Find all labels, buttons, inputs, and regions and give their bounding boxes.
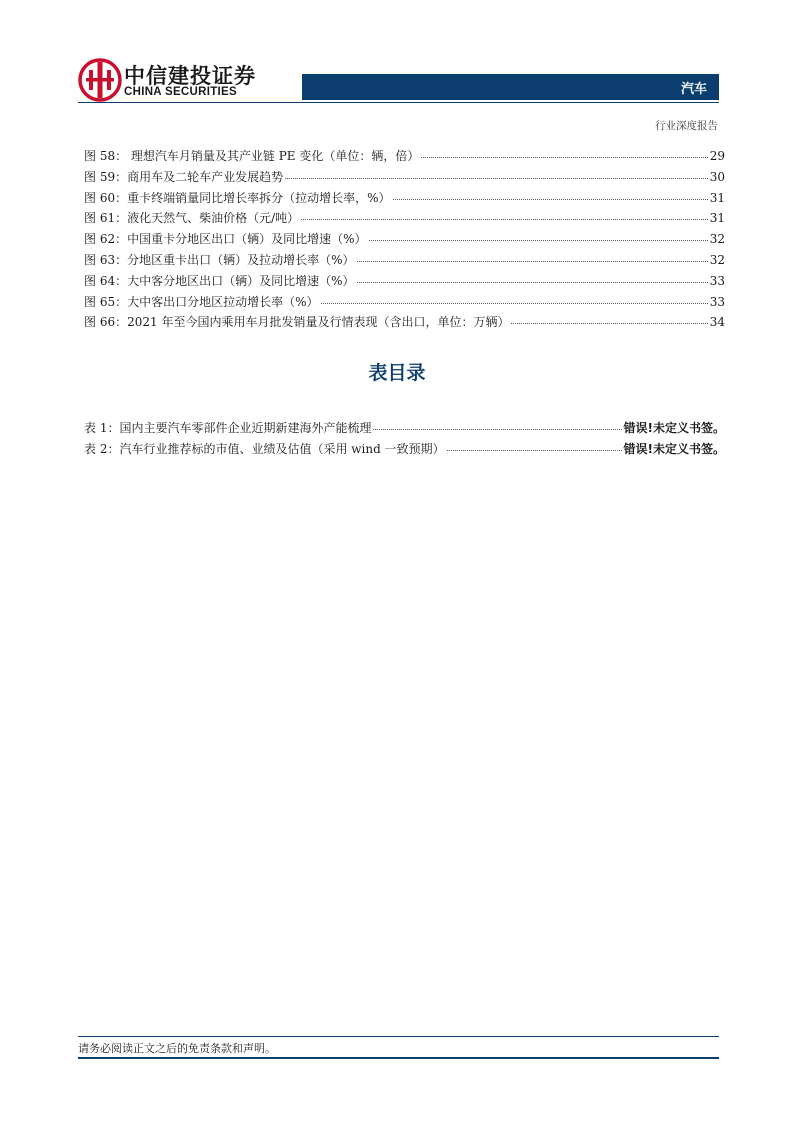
toc-row[interactable] bbox=[84, 229, 725, 250]
toc-label: 图 62：中国重卡分地区出口（辆）及同比增速（%） bbox=[84, 232, 367, 247]
china-securities-logo-icon bbox=[78, 58, 122, 102]
toc-row[interactable] bbox=[84, 208, 725, 229]
figure-toc-list bbox=[84, 146, 725, 333]
footer-disclaimer: 请务必阅读正文之后的免责条款和声明。 bbox=[78, 1042, 276, 1055]
toc-leader-dots bbox=[285, 165, 708, 179]
sector-label: 汽车 bbox=[680, 82, 707, 97]
company-logo bbox=[78, 58, 256, 104]
toc-row[interactable] bbox=[84, 250, 725, 271]
table-toc-heading: 表目录 bbox=[368, 362, 426, 384]
toc-leader-dots bbox=[511, 310, 707, 324]
logo-chinese-name: 中信建投证券 bbox=[124, 64, 256, 88]
toc-row[interactable] bbox=[84, 312, 725, 333]
toc-label: 图 65：大中客出口分地区拉动增长率（%） bbox=[84, 294, 319, 309]
toc-row[interactable] bbox=[84, 146, 725, 167]
toc-page-error: 错误!未定义书签。 bbox=[623, 441, 725, 456]
toc-label: 表 1：国内主要汽车零部件企业近期新建海外产能梳理 bbox=[84, 421, 372, 435]
toc-leader-dots bbox=[373, 416, 621, 430]
toc-page-error: 错误!未定义书签。 bbox=[623, 421, 725, 435]
toc-leader-dots bbox=[447, 437, 622, 451]
toc-page: 30 bbox=[709, 169, 725, 184]
toc-page: 31 bbox=[709, 190, 725, 205]
toc-page: 29 bbox=[709, 149, 725, 163]
toc-page: 32 bbox=[709, 252, 725, 267]
toc-label: 表 2：汽车行业推荐标的市值、业绩及估值（采用 wind 一致预期） bbox=[84, 441, 445, 456]
logo-english-name: CHINA SECURITIES bbox=[124, 86, 237, 98]
table-toc-list bbox=[84, 418, 725, 460]
toc-label: 图 60：重卡终端销量同比增长率拆分（拉动增长率，%） bbox=[84, 190, 391, 205]
report-type: 行业深度报告 bbox=[655, 120, 718, 132]
toc-label: 图 64：大中客分地区出口（辆）及同比增速（%） bbox=[84, 273, 355, 288]
toc-leader-dots bbox=[369, 227, 708, 241]
toc-row[interactable] bbox=[84, 439, 725, 460]
toc-leader-dots bbox=[393, 186, 708, 200]
footer-rule-thick bbox=[78, 1057, 719, 1059]
toc-page: 33 bbox=[709, 273, 725, 288]
toc-label: 图 59：商用车及二轮车产业发展趋势 bbox=[84, 169, 284, 184]
toc-label: 图 66：2021 年至今国内乘用车月批发销量及行情表现（含出口，单位：万辆） bbox=[84, 315, 510, 330]
toc-leader-dots bbox=[421, 144, 707, 158]
header-band bbox=[302, 74, 719, 100]
toc-page: 34 bbox=[709, 315, 725, 330]
toc-row[interactable] bbox=[84, 418, 725, 439]
toc-row[interactable] bbox=[84, 271, 725, 292]
toc-label: 图 61：液化天然气、柴油价格（元/吨） bbox=[84, 211, 300, 226]
toc-label: 图 63：分地区重卡出口（辆）及拉动增长率（%） bbox=[84, 252, 355, 267]
toc-label: 图 58： 理想汽车月销量及其产业链 PE 变化（单位：辆，倍） bbox=[84, 149, 420, 163]
toc-row[interactable] bbox=[84, 292, 725, 313]
toc-leader-dots bbox=[321, 290, 708, 304]
footer-rule bbox=[78, 1036, 719, 1037]
toc-leader-dots bbox=[357, 248, 708, 262]
header-rule bbox=[78, 102, 719, 103]
toc-leader-dots bbox=[357, 269, 708, 283]
toc-row[interactable] bbox=[84, 188, 725, 209]
toc-page: 32 bbox=[709, 232, 725, 247]
toc-page: 33 bbox=[709, 294, 725, 309]
toc-page: 31 bbox=[709, 211, 725, 226]
toc-leader-dots bbox=[301, 206, 708, 220]
toc-row[interactable] bbox=[84, 167, 725, 188]
